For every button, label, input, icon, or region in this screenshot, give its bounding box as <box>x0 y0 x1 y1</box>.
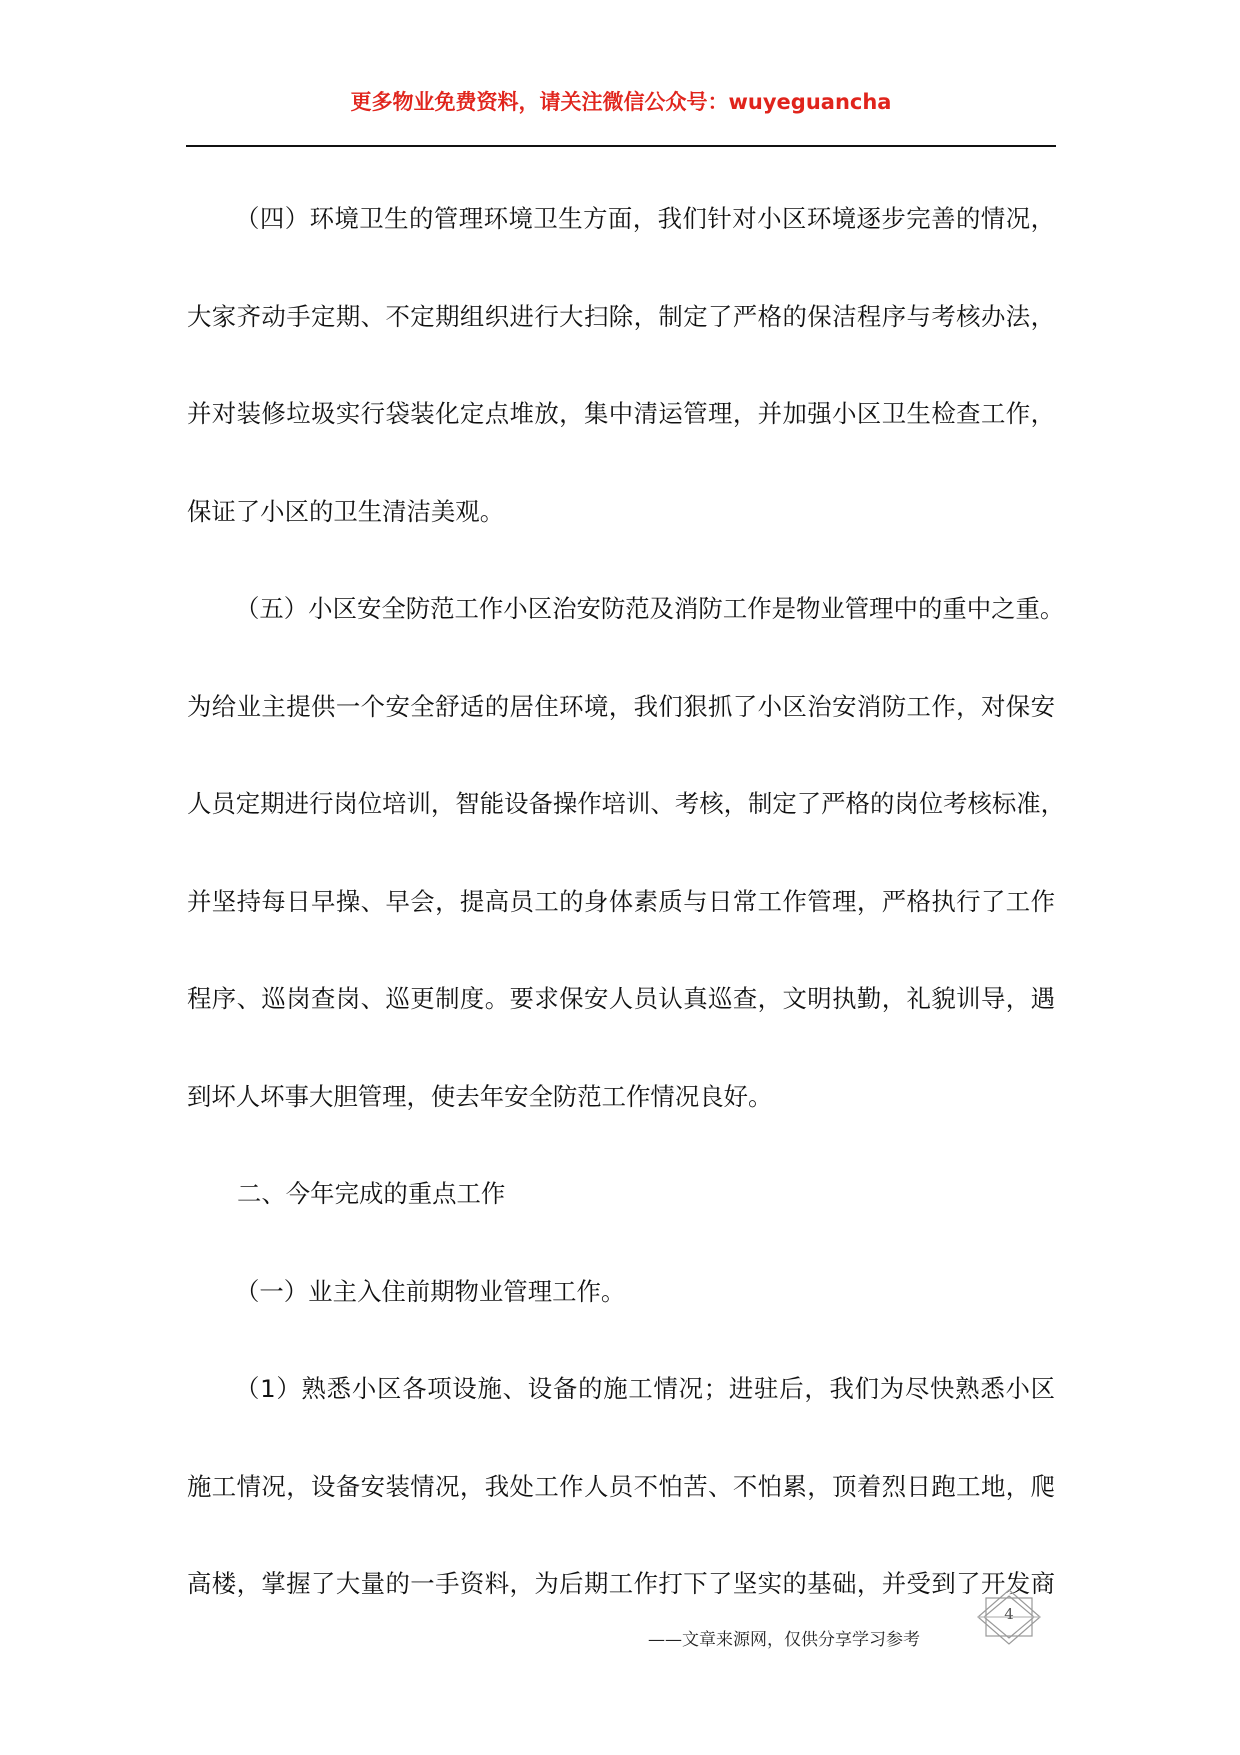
paragraph-line: 人员定期进行岗位培训，智能设备操作培训、考核，制定了严格的岗位考核标准， <box>187 789 1066 818</box>
paragraph-line: 大家齐动手定期、不定期组织进行大扫除，制定了严格的保洁程序与考核办法， <box>187 301 1055 331</box>
page-number: 4 <box>1004 1605 1014 1623</box>
page-number-badge <box>976 1588 1042 1646</box>
paragraph-line: 施工情况，设备安装情况，我处工作人员不怕苦、不怕累，顶着烈日跑工地，爬 <box>187 1471 1055 1501</box>
paragraph-line: 并对装修垃圾实行袋装化定点堆放，集中清运管理，并加强小区卫生检查工作， <box>187 399 1055 428</box>
header-divider <box>186 145 1056 147</box>
paragraph-line: （四）环境卫生的管理环境卫生方面，我们针对小区环境逐步完善的情况， <box>235 204 1055 233</box>
promo-header: 更多物业免费资料，请关注微信公众号：wuyeguancha <box>350 90 892 114</box>
paragraph-line: （1）熟悉小区各项设施、设备的施工情况；进驻后，我们为尽快熟悉小区 <box>235 1374 1055 1403</box>
paragraph-line: （五）小区安全防范工作小区治安防范及消防工作是物业管理中的重中之重。 <box>235 594 1065 623</box>
source-footnote: ——文章来源网，仅供分享学习参考 <box>648 1630 920 1650</box>
paragraph-line: 程序、巡岗查岗、巡更制度。要求保安人员认真巡查，文明执勤，礼貌训导，遇 <box>187 984 1055 1013</box>
document-body <box>187 170 1066 1633</box>
section-heading: 二、今年完成的重点工作 <box>237 1179 506 1208</box>
paragraph-line: 并坚持每日早操、早会，提高员工的身体素质与日常工作管理，严格执行了工作 <box>187 886 1055 916</box>
paragraph-line: 高楼，掌握了大量的一手资料，为后期工作打下了坚实的基础，并受到了开发商 <box>187 1569 1055 1598</box>
subsection-heading: （一）业主入住前期物业管理工作。 <box>235 1276 626 1306</box>
paragraph-line: 到坏人坏事大胆管理，使去年安全防范工作情况良好。 <box>187 1081 773 1111</box>
paragraph-line: 为给业主提供一个安全舒适的居住环境，我们狠抓了小区治安消防工作，对保安 <box>187 691 1055 721</box>
paragraph-line: 保证了小区的卫生清洁美观。 <box>187 496 505 526</box>
